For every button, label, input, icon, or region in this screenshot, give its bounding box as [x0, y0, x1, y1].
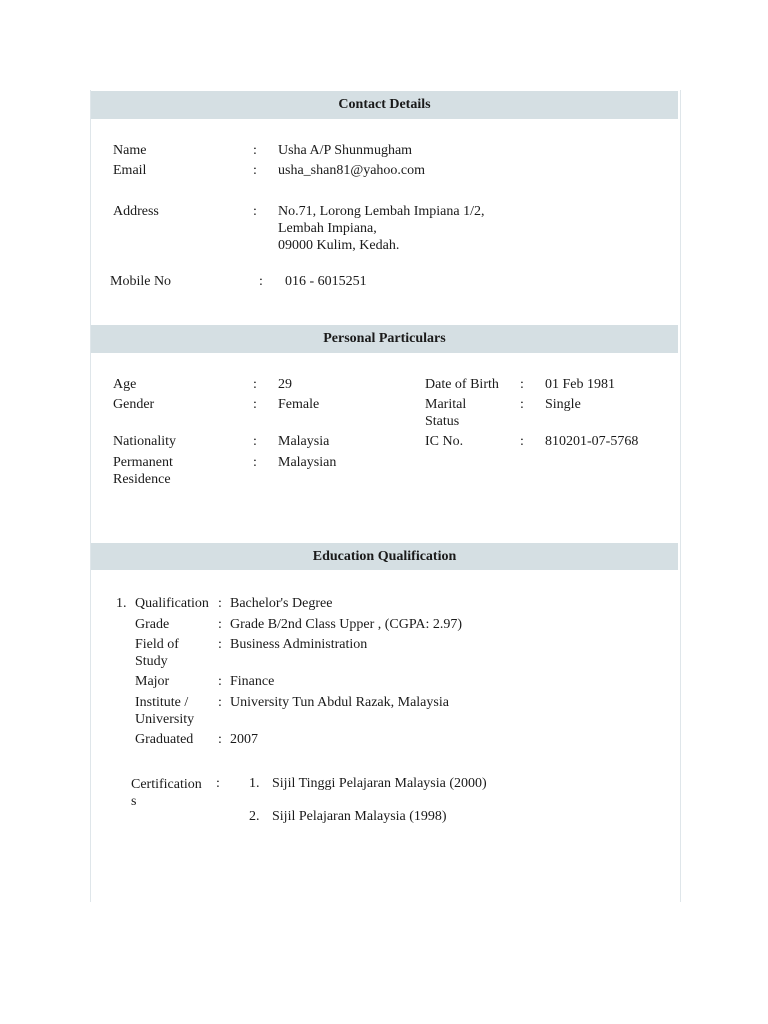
nationality-label: Nationality: [113, 434, 176, 449]
personal-particulars-heading: Personal Particulars: [91, 325, 678, 353]
colon: :: [218, 617, 222, 632]
ic-value: 810201-07-5768: [545, 434, 639, 449]
mobile-label: Mobile No: [110, 274, 172, 289]
name-label: Name: [113, 143, 147, 158]
label-line: Marital: [425, 397, 467, 412]
institute-label: [135, 694, 194, 728]
label-line: s: [131, 794, 137, 809]
certification-item: Sijil Pelajaran Malaysia (1998): [272, 809, 447, 824]
address-value: [278, 203, 484, 254]
age-label: Age: [113, 377, 137, 392]
graduated-value: 2007: [230, 732, 258, 747]
certification-item: Sijil Tinggi Pelajaran Malaysia (2000): [272, 776, 487, 791]
colon: :: [253, 377, 257, 392]
nationality-value: Malaysia: [278, 434, 330, 449]
address-line: Lembah Impiana,: [278, 221, 377, 236]
colon: :: [218, 732, 222, 747]
label-line: Permanent: [113, 455, 173, 470]
colon: :: [218, 674, 222, 689]
dob-value: 01 Feb 1981: [545, 377, 615, 392]
age-value: 29: [278, 377, 292, 392]
colon: :: [253, 455, 257, 470]
colon: :: [253, 434, 257, 449]
major-label: Major: [135, 674, 170, 689]
label-line: Study: [135, 654, 168, 669]
label-line: Field of: [135, 637, 179, 652]
label-line: Status: [425, 414, 460, 429]
certification-number: 2.: [249, 809, 260, 824]
gender-value: Female: [278, 397, 320, 412]
colon: :: [259, 274, 263, 289]
colon: :: [253, 204, 257, 219]
marital-status-label: [425, 396, 466, 430]
colon: :: [253, 163, 257, 178]
email-value: usha_shan81@yahoo.com: [278, 163, 426, 178]
mobile-value: 016 - 6015251: [285, 274, 367, 289]
dob-label: Date of Birth: [425, 377, 499, 392]
education-heading: Education Qualification: [91, 543, 678, 570]
colon: :: [218, 596, 222, 611]
certification-number: 1.: [249, 776, 260, 791]
address-label: Address: [113, 204, 159, 219]
label-line: Certification: [131, 777, 202, 792]
ic-label: IC No.: [425, 434, 464, 449]
colon: :: [218, 637, 222, 652]
label-line: Institute /: [135, 695, 189, 710]
address-line: 09000 Kulim, Kedah.: [278, 238, 400, 253]
institute-value: University Tun Abdul Razak, Malaysia: [230, 695, 449, 710]
qualification-value: Bachelor's Degree: [230, 596, 333, 611]
field-of-study-label: [135, 636, 179, 670]
label-line: University: [135, 712, 195, 727]
email-label: Email: [113, 163, 147, 178]
colon: :: [520, 434, 524, 449]
grade-value: Grade B/2nd Class Upper , (CGPA: 2.97): [230, 617, 463, 632]
label-line: Residence: [113, 472, 171, 487]
gender-label: Gender: [113, 397, 155, 412]
colon: :: [216, 776, 220, 791]
major-value: Finance: [230, 674, 275, 689]
list-number: 1.: [116, 596, 127, 611]
colon: :: [253, 143, 257, 158]
grade-label: Grade: [135, 617, 170, 632]
colon: :: [253, 397, 257, 412]
colon: :: [218, 695, 222, 710]
contact-details-heading: Contact Details: [91, 91, 678, 119]
name-value: Usha A/P Shunmugham: [278, 143, 413, 158]
field-of-study-value: Business Administration: [230, 637, 368, 652]
residence-label: [113, 454, 173, 488]
marital-status-value: Single: [545, 397, 581, 412]
qualification-label: Qualification: [135, 596, 209, 611]
address-line: No.71, Lorong Lembah Impiana 1/2,: [278, 204, 485, 219]
colon: :: [520, 397, 524, 412]
colon: :: [520, 377, 524, 392]
certifications-label: [131, 776, 202, 810]
graduated-label: Graduated: [135, 732, 194, 747]
residence-value: Malaysian: [278, 455, 337, 470]
